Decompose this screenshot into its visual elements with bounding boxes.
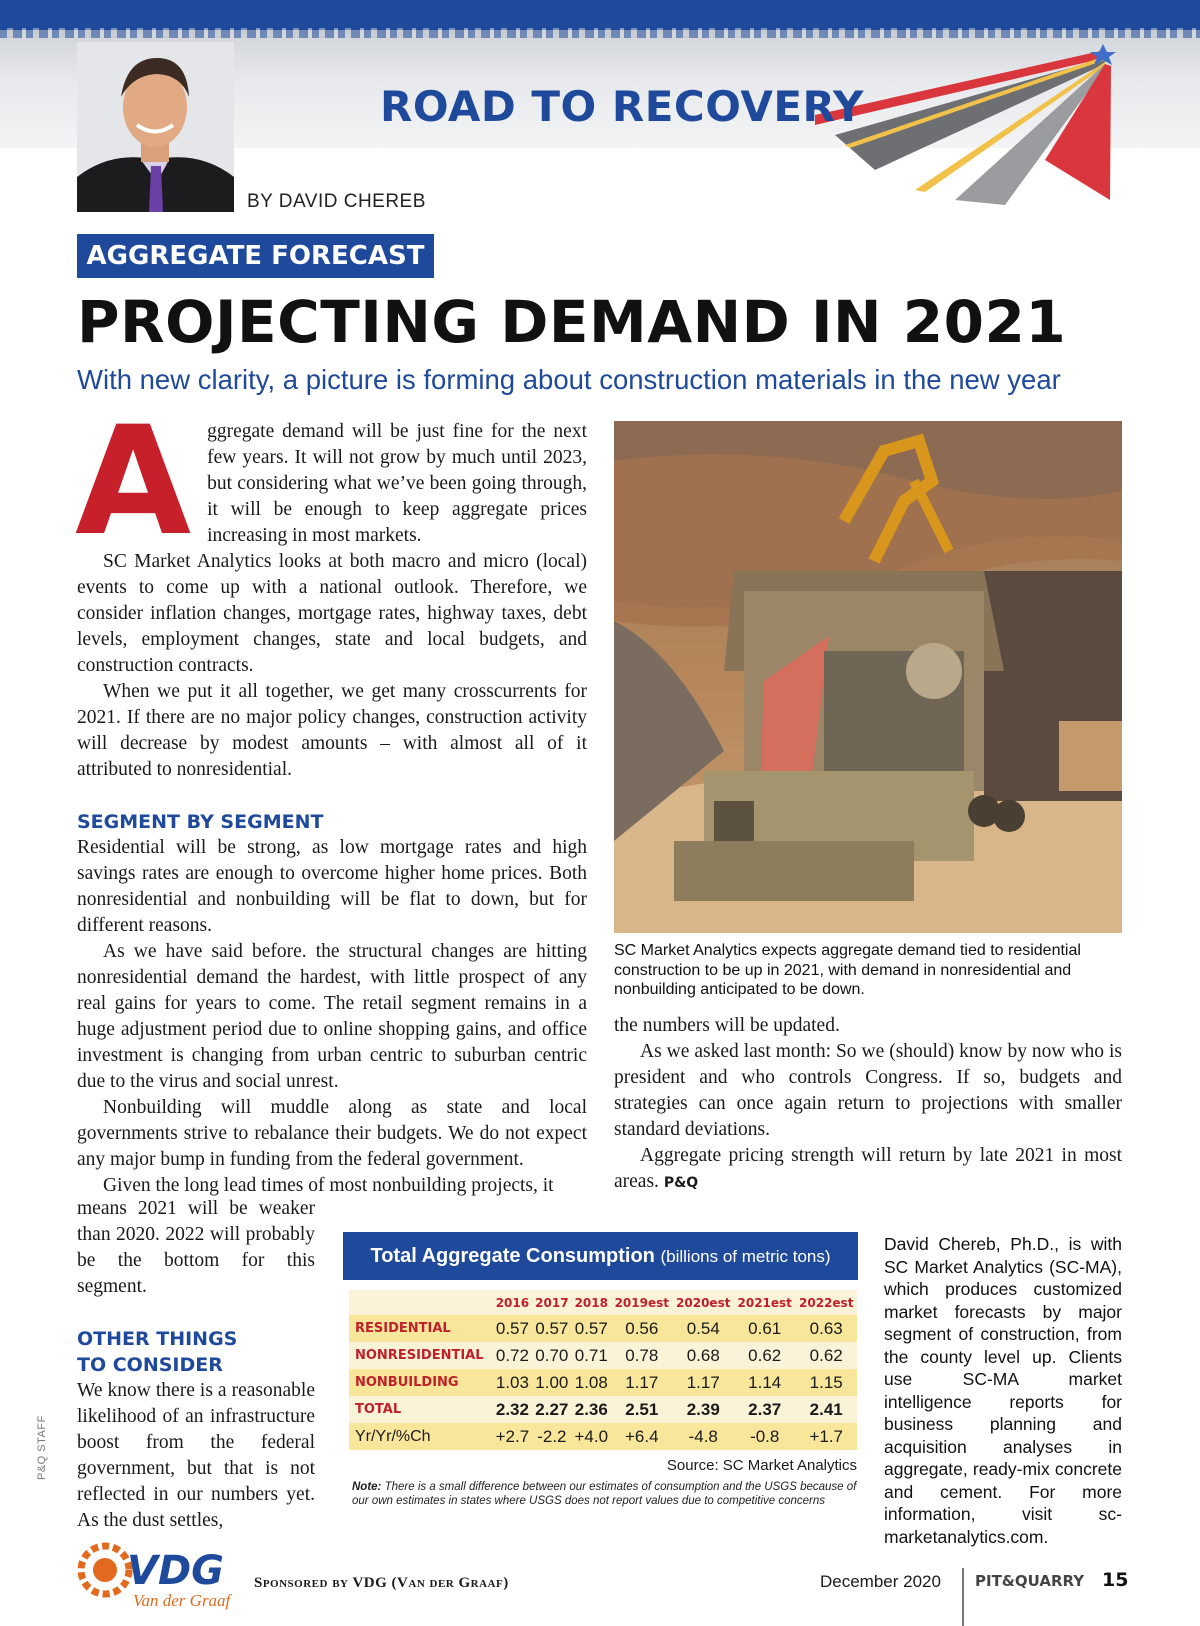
department-tag: AGGREGATE FORECAST: [77, 234, 434, 278]
table-cell: +6.4: [611, 1423, 672, 1450]
table-title-bar: [343, 1232, 858, 1280]
article-column-narrow: [77, 1196, 315, 1534]
section-heading: OTHER THINGS: [77, 1328, 238, 1350]
table-cell: 0.70: [532, 1342, 571, 1369]
paragraph: We know there is a reasonable likelihood of an infrastructure boost from the federal government, but that is not reflected in our numbers yet. As the dust settles,: [77, 1380, 315, 1531]
table-cell: 1.15: [795, 1369, 857, 1396]
table-row: [349, 1315, 857, 1342]
article-column-2: [614, 1013, 1122, 1196]
table-cell: -0.8: [734, 1423, 795, 1450]
table-row: [349, 1369, 857, 1396]
consumption-table: [349, 1290, 857, 1450]
table-cell: 0.57: [532, 1315, 571, 1342]
paragraph: Residential will be strong, as low mortgage rates and high savings rates are enough to overcome higher home prices. Both nonresidential and nonbuilding will be flat to down, but for different reasons.: [77, 837, 587, 936]
table-cell: 2.39: [673, 1396, 734, 1423]
table-title: Total Aggregate Consumption: [370, 1245, 655, 1267]
crusher-photo: [614, 421, 1122, 933]
row-label: RESIDENTIAL: [349, 1315, 493, 1342]
end-mark: P&Q: [663, 1175, 699, 1191]
table-cell: 2.27: [532, 1396, 571, 1423]
photo-credit: P&Q STAFF: [36, 1415, 48, 1480]
table-cell: 0.62: [734, 1342, 795, 1369]
paragraph: As we asked last month: So we (should) know by now who is president and who controls Congress. If so, budgets and strategies can once again return to projections with smaller standard deviations.: [614, 1041, 1122, 1140]
table-cell: +1.7: [795, 1423, 857, 1450]
section-title: ROAD TO RECOVERY: [380, 82, 864, 131]
paragraph: SC Market Analytics looks at both macro and micro (local) events to come up with a national outlook. Therefore, we consider inflation changes, mortgage rates, highway taxes, debt levels, employment changes, state and local budgets, and construction contracts.: [77, 551, 587, 676]
paragraph: the numbers will be updated.: [614, 1015, 840, 1036]
table-corner: [349, 1290, 493, 1315]
table-cell: 1.17: [611, 1369, 672, 1396]
note-text: There is a small difference between our estimates of consumption and the USGS because of our own estimates in states where USGS does not report values due to competitive concerns: [352, 1481, 857, 1507]
magazine-name: PIT&QUARRY: [975, 1572, 1085, 1590]
table-cell: 0.57: [493, 1315, 533, 1342]
column-header: 2022est: [795, 1290, 857, 1315]
table-cell: 0.71: [572, 1342, 612, 1369]
paragraph: means 2021 will be weaker than 2020. 2022 will probably be the bottom for this segment.: [77, 1198, 315, 1297]
table-note: [352, 1480, 857, 1508]
table-cell: -2.2: [532, 1423, 571, 1450]
table-cell: 1.17: [673, 1369, 734, 1396]
paragraph: Given the long lead times of most nonbuilding projects, it: [103, 1175, 554, 1196]
logo-text: VDG: [127, 1548, 224, 1594]
table-cell: 0.63: [795, 1315, 857, 1342]
paragraph: [614, 1143, 1122, 1196]
table-cell: 2.41: [795, 1396, 857, 1423]
paragraph: Nonbuilding will muddle along as state and local governments strive to rebalance their budgets. We do not expect any major bump in funding from the federal government.: [77, 1097, 587, 1170]
table-cell: 0.72: [493, 1342, 533, 1369]
table-cell: 1.03: [493, 1369, 533, 1396]
table-source: Source: SC Market Analytics: [666, 1457, 857, 1474]
photo-caption: SC Market Analytics expects aggregate demand tied to residential construction to be up in 2021, with demand in nonresidential and nonbuilding anticipated to be down.: [614, 942, 1081, 998]
table-cell: 0.56: [611, 1315, 672, 1342]
table-row-change: [349, 1423, 857, 1450]
table-cell: 0.54: [673, 1315, 734, 1342]
column-header: 2018: [572, 1290, 612, 1315]
column-header: 2017: [532, 1290, 571, 1315]
table-cell: 0.68: [673, 1342, 734, 1369]
table-cell: 0.78: [611, 1342, 672, 1369]
headline: PROJECTING DEMAND IN 2021: [77, 288, 1067, 356]
table-units: (billions of metric tons): [660, 1247, 831, 1266]
section-heading: SEGMENT BY SEGMENT: [77, 811, 324, 833]
table-row: [349, 1342, 857, 1369]
paragraph-text: Aggregate pricing strength will return by late 2021 in most areas.: [614, 1145, 1122, 1192]
table-cell: 0.62: [795, 1342, 857, 1369]
table-cell: 0.57: [572, 1315, 612, 1342]
paragraph: ggregate demand will be just fine for the next few years. It will not grow by much until 2023, but considering what we’ve been going through, it will be enough to keep aggregate prices increasing in most markets.: [207, 421, 587, 546]
note-label: Note:: [352, 1481, 382, 1493]
paragraph: When we put it all together, we get many crosscurrents for 2021. If there are no major policy changes, construction activity will decrease by modest amounts – with almost all of it attributed to nonresidential.: [77, 681, 587, 780]
table-cell: 0.61: [734, 1315, 795, 1342]
issue-date: December 2020: [820, 1572, 941, 1591]
table-cell: +2.7: [493, 1423, 533, 1450]
column-header: 2020est: [673, 1290, 734, 1315]
table-cell: 1.00: [532, 1369, 571, 1396]
column-header: 2021est: [734, 1290, 795, 1315]
vdg-logo: [75, 1538, 245, 1614]
paragraph: As we have said before. the structural changes are hitting nonresidential demand the hardest, with little prospect of any real gains for years to come. The retail segment remains in a huge adjustment period due to online shopping gains, and office investment is changing from urban centric to suburban centric due to the virus and social unrest.: [77, 941, 587, 1092]
footer-divider: [962, 1568, 964, 1626]
row-label: NONRESIDENTIAL: [349, 1342, 493, 1369]
table-cell: -4.8: [673, 1423, 734, 1450]
article-column-1: [75, 395, 587, 1199]
table-header-row: [349, 1290, 857, 1315]
banner-torn-edge: [0, 28, 1200, 38]
sponsor-line: Sponsored by VDG (Van der Graaf): [254, 1575, 509, 1591]
page-number: 15: [1102, 1569, 1129, 1591]
table-cell: 2.32: [493, 1396, 533, 1423]
row-label: NONBUILDING: [349, 1369, 493, 1396]
table-row-total: [349, 1396, 857, 1423]
section-heading-cont: TO CONSIDER: [77, 1354, 223, 1376]
author-bio: David Chereb, Ph.D., is with SC Market Analytics (SC-MA), which produces customized market forecasts by major segment of construction, from the county level up. Clients use SC-MA market intelligence reports for business planning and acquisition analyses in aggregate, ready-mix concrete and cement. For more information, visit sc-marketanalytics.com.: [884, 1234, 1122, 1547]
table-cell: 2.37: [734, 1396, 795, 1423]
row-label: Yr/Yr/%Ch: [349, 1423, 493, 1450]
row-label: TOTAL: [349, 1396, 493, 1423]
table-cell: 2.51: [611, 1396, 672, 1423]
table-cell: 1.08: [572, 1369, 612, 1396]
drop-cap: A: [75, 395, 192, 569]
table-cell: 2.36: [572, 1396, 612, 1423]
table-cell: 1.14: [734, 1369, 795, 1396]
column-header: 2016: [493, 1290, 533, 1315]
logo-subtext: Van der Graaf: [133, 1591, 231, 1610]
subheadline: With new clarity, a picture is forming about construction materials in the new year: [77, 364, 1061, 395]
column-header: 2019est: [611, 1290, 672, 1315]
byline: BY DAVID CHEREB: [247, 191, 426, 212]
author-photo: [77, 42, 234, 212]
table-cell: +4.0: [572, 1423, 612, 1450]
